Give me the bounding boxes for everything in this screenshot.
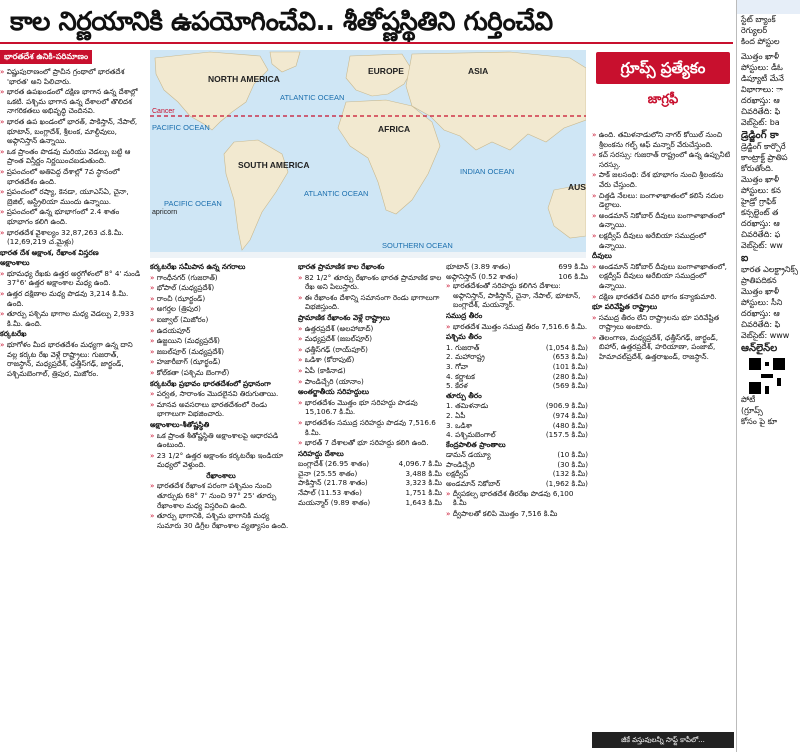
sidebar-text: డ్రెడ్జింగ్ కార్పొరే [741,142,786,151]
list-item: » భారతదేశంతో సరిహద్దు కలిగిన దేశాలు: అఫ్గానిస్తాన్, పాకిస్తాన్, చైనా, నేపాల్, భూటాన్, బంగ్లాదేశ్, మయన్మార్. [446,281,588,310]
paragraph: » భారత ఉప ఖండంలో భారత్, పాకిస్తాన్, నేపాల్, భూటాన్, బంగ్లాదేశ్, శ్రీలంక, మాల్దీవులు, అఫ్గానిస్తాన్ ఉన్నాయి. [0,117,142,146]
paragraph: » భారత ఉపఖండంలో దక్షిణ భాగాన ఉన్న దేశాల్లో ఒకటి. పశ్చిమ భాగాన ఉన్న దేశాలలో తొలిదశ నాగరికతలు అభివృద్ధి చెందినవి. [0,87,142,116]
subheading: రేఖాంశాలు [206,470,236,480]
table-cell-value: 3,323 కి.మీ [405,478,442,488]
cancer-label: Cancer [152,108,175,115]
table-row [298,498,442,508]
article-column-5 [592,130,734,752]
list-item: » జబల్‌పూర్ (మధ్యప్రదేశ్) [150,347,292,357]
table-row [446,372,588,382]
sidebar-heading: ఆన్‌లైన్‌ల [741,343,778,354]
list-item: » ఛత్తీస్‌గఢ్ (రాయ్‌పూర్) [298,345,442,355]
section-heading: భారతదేశ ఉనికి-పరిమాణం [0,50,92,64]
sidebar-bullet: దరఖాస్తు: ఆ [741,309,780,318]
list-item: » భారతదేశం సముద్ర సరిహద్దు పొడవు 7,516.6 కి.మీ. [298,418,442,437]
table-row [446,421,588,431]
table-row [446,460,588,470]
table-row [446,401,588,411]
sidebar-bullet: చివరితేది: ఫ [741,230,781,239]
list-item: » తెలంగాణ, మధ్యప్రదేశ్, ఛత్తీస్‌గఢ్, జార్ఖండ్, బిహార్, ఉత్తరప్రదేశ్, హరియాణా, పంజాబ్, హిమాచల్‌ప్రదేశ్, ఉత్తరాఖండ్, రాజస్థాన్. [592,333,734,362]
list-item: » ఒడిశా (కోరాపుట్) [298,355,442,365]
table-cell-name: 4. కర్ణాటక [446,371,475,381]
list-item: » ఈ రేఖాంశం దేశాన్ని సమానంగా రెండు భాగాలుగా విభజిస్తుంది. [298,293,442,312]
list-item: » మానవ అవసరాలు భారతదేశంలో రెండు భాగాలుగా విభజించారు. [150,400,292,419]
table-cell-value: 4,096.7 కి.మీ [398,459,442,469]
subheading: అక్షాంశాలు [0,258,30,268]
table-cell-value: (1,962 కి.మీ) [545,479,588,489]
table-cell-value: 1,751 కి.మీ [405,488,442,498]
north-america-label: NORTH AMERICA [208,74,280,84]
table-cell-name: లక్షద్వీప్ [446,469,469,479]
subheading: పశ్చిమ తీరం [446,332,482,342]
sidebar-text: రెగ్యులర్ [741,26,768,35]
table-row [446,272,588,282]
list-item: » భారతదేశ మొత్తం సముద్ర తీరం 7,516.6 కి.మీ. [446,322,588,332]
pacific-ocean-south-label: PACIFIC OCEAN [164,199,222,208]
east-coast-table [446,401,588,439]
table-row [446,450,588,460]
table-cell-value: (280 కి.మీ) [552,371,588,381]
table-row [446,479,588,489]
table-cell-value: (157.5 కి.మీ) [545,430,588,440]
paragraph: » విష్ణుపురాణంలో ప్రాచీన గ్రంథాలో భారతదేశ 'భారత' అని పిలిచారు. [0,67,142,86]
union-territories-table [446,450,588,488]
table-cell-name: 2. మహారాష్ట్ర [446,352,485,362]
sidebar-bullet: మొత్తం ఖాళీ [741,175,780,184]
sidebar-bullet: హైడ్రో గ్రాఫిక్ [741,197,777,206]
list-item: » అగర్తల (త్రిపుర) [150,304,292,314]
table-cell-value: (974 కి.మీ) [552,410,588,420]
sidebar-heading: డ్రెడ్జింగ్ కా [741,130,779,141]
paragraph: » ప్రపంచంలో ఉన్న భూభాగంలో 2.4 శాతం భూభాగం కలిగి ఉంది. [0,207,142,226]
subheading: సరిహద్దు దేశాలు [298,448,344,458]
list-item: » అండమాన్ నికోబార్ దీవులు బంగాళాఖాతంలో, లక్షద్వీప్ దీవులు అరేబియా సముద్రంలో ఉన్నాయి. [592,262,734,291]
subheading: దీవులు [592,251,612,261]
table-row [298,459,442,469]
table-cell-value: 106 కి.మీ [558,271,588,281]
subheading: కర్కటరేఖ ప్రభావం భారతదేశంలో ప్రధానంగా [150,378,271,388]
table-cell-value: (10 కి.మీ) [557,450,588,460]
table-row [446,362,588,372]
article-column-2 [150,262,292,752]
subheading: భూ పరివేష్టిత రాష్ట్రాలు [592,302,658,312]
qr-code-icon[interactable] [749,358,785,394]
sidebar-bullet: వెబ్‌సైట్: www [741,331,790,340]
south-america-label: SOUTH AMERICA [238,160,310,170]
list-item: » రాంచీ (ఝార్ఖండ్) [150,294,292,304]
list-item: » ఉంది. తమిళనాడులోని నాగర్ కోయిల్ నుంచి శ్రీలంకను గల్ఫ్ ఆఫ్ మన్నార్ వేరుచేస్తుంది. [592,130,734,149]
paragraph: » భూగోళం మీద భారతదేశం మధ్యగా ఉన్న దాని వల్ల కర్కట రేఖ వెళ్లే రాష్ట్రాలు: గుజరాత్, రాజస్థాన్, మధ్యప్రదేశ్, ఛత్తీస్‌గఢ్, జార్ఖండ్, పశ్చిమబెంగాల్, త్రిపుర, మిజోరం. [0,340,142,378]
sidebar-text: పోటీ [741,395,756,404]
table-cell-name: చైనా (25.55 శాతం) [298,468,358,478]
world-map [150,50,586,258]
sidebar-text: కింద పోస్టుల [741,37,780,46]
west-coast-table [446,343,588,391]
paragraph: » తూర్పు పశ్చిమ భాగాల మధ్య వెడల్పు 2,933 కి.మీ. ఉంది. [0,309,142,328]
list-item: » ఉజ్జయిని (మధ్యప్రదేశ్) [150,336,292,346]
groups-special-banner: గ్రూప్స్ ప్రత్యేకం [596,52,730,84]
table-row [446,352,588,362]
sidebar-text: ప్రాతిపదికన [741,276,777,285]
sidebar-bullet: కన్సల్టెంట్ త [741,208,779,217]
article-column-1 [0,48,142,752]
list-item: » మధ్యప్రదేశ్ (జబల్‌పూర్) [298,334,442,344]
southern-ocean-label: SOUTHERN OCEAN [382,241,453,250]
antarctica-landmass [150,252,586,258]
paragraph: » ప్రపంచంలో అతిపెద్ద దేశాల్లో 7వ స్థానంలో భారతదేశం ఉంది. [0,167,142,186]
list-item: » కోల్‌కతా (పశ్చిమ బెంగాల్) [150,368,292,378]
sidebar-bullet: పోస్టులు: కన [741,186,781,195]
table-cell-value: 699 కి.మీ [558,262,588,271]
table-cell-name: 2. ఏపీ [446,410,466,420]
table-cell-name: డామన్ డయ్యూ [446,450,491,460]
list-item: » భారతదేశ రేఖాంశ పరంగా పశ్చిమం నుంచి తూర్పుకు 68° 7' నుంచి 97° 25' తూర్పు రేఖాంశాల మధ్య విస్తరించి ఉంది. [150,481,292,510]
sidebar-text: కోరుతోంది. [741,164,774,173]
sidebar-text: కోసం పై కూ [741,417,778,426]
table-cell-value: 1,643 కి.మీ [405,497,442,507]
atlantic-ocean-north-label: ATLANTIC OCEAN [280,93,345,102]
list-item: » దక్షిణ భారతదేశ చివరి భాగం కన్యాకుమారి. [592,292,734,302]
paragraph: » ఉత్తర దక్షిణాల మధ్య పొడవు 3,214 కి.మీ. ఉంది. [0,289,142,308]
table-cell-value: (653 కి.మీ) [552,352,588,362]
list-item: » భారత్ 7 దేశాలతో భూ సరిహద్దు కలిగి ఉంది. [298,438,442,448]
border-table [298,459,442,507]
sidebar-bullet: దరఖాస్తు: ఆ [741,96,780,105]
right-sidebar [736,0,800,752]
subheading: కేంద్రపాలిత ప్రాంతాలు [446,439,506,449]
table-cell-name: 4. పశ్చిమబెంగాల్ [446,430,496,440]
sidebar-bullet: దరఖాస్తు: ఆ [741,219,780,228]
subheading: భారత దేశ అక్షాంశ, రేఖాంశ విస్తరణ [0,247,99,257]
list-item: » ఉదయపూర్ [150,326,292,336]
list-item: » పర్వత, సారాంశం మొదలైనవి తిరుగుతాయి. [150,389,292,399]
sidebar-bullet: చివరితేది: ఫి [741,320,781,329]
indian-ocean-label: INDIAN OCEAN [460,167,515,176]
sidebar-bullet: వెబ్‌సైట్: ba [741,118,780,127]
table-row [446,262,588,272]
table-cell-name: అఫ్గానిస్తాన్ (0.52 శాతం) [446,271,518,281]
table-cell-name: 1. గుజరాత్ [446,342,480,352]
article-column-4 [446,262,588,752]
table-cell-name: పాకిస్తాన్ (21.78 శాతం) [298,478,368,488]
table-cell-value: (569 కి.మీ) [552,381,588,391]
table-cell-name: మయన్మార్ (9.89 శాతం) [298,497,371,507]
list-item: » ఏపీ (కాకినాడ) [298,366,442,376]
list-item: » భోపాల్ (మధ్యప్రదేశ్) [150,283,292,293]
table-row [446,430,588,440]
table-cell-value: (132 కి.మీ) [552,469,588,479]
table-cell-name: 5. కేరళ [446,381,468,391]
list-item: » ఐజ్వాల్ (మిజోరం) [150,315,292,325]
list-item: » హజారీబాగ్ (ఝార్ఖండ్) [150,357,292,367]
subheading: కర్కటరేఖ [0,329,27,339]
list-item: » పాక్ జలసంధి: దేశ భూభాగం నుంచి శ్రీలంకను వేరు చేస్తుంది. [592,170,734,189]
table-row [446,411,588,421]
table-row [298,478,442,488]
subheading: ప్రామాణిక రేఖాంశం వెళ్లే రాష్ట్రాలు [298,312,390,322]
sidebar-heading: ఐ [741,253,749,264]
list-item: » అండమాన్ నికోబార్ దీవులు బంగాళాఖాతంలో ఉన్నాయి. [592,211,734,230]
sidebar-bullet: మొత్తం ఖాళీ [741,287,780,296]
footer-strip: జీకే వస్తువులన్నీ సాఫ్ట్ కాపీలో... [592,732,734,748]
sidebar-bullet: చివరితేది: ఫి [741,107,781,116]
list-item: » చిత్తడి నేలలు: బంగాళాఖాతంలో కలిసే నదుల డెల్టాలు. [592,191,734,210]
sidebar-bullet: డిప్యూటీ మేనే [741,74,784,83]
table-cell-name: నేపాల్ (11.53 శాతం) [298,488,362,498]
sidebar-bullet: వెబ్‌సైట్: ww [741,241,783,250]
list-item: » ఉత్తరప్రదేశ్ (అలహాబాద్) [298,324,442,334]
list-item: » 82 1/2° తూర్పు రేఖాంశం భారత ప్రామాణిక కాల రేఖ అని పిలుస్తారు. [298,273,442,292]
asia-label: ASIA [468,66,489,76]
table-row [298,488,442,498]
table-cell-name: 3. ఒడిశా [446,420,473,430]
sidebar-text: కాంట్రాక్ట్ ప్రాతిప [741,153,788,162]
subheading: సముద్ర తీరం [446,310,483,320]
subheading: భారత ప్రామాణిక కాల రేఖాంశం [298,262,385,271]
border-table-continued [446,262,588,281]
paragraph: » భూమధ్య రేఖకు ఉత్తర అర్ధగోళంలో 8° 4' నుండి 37°6' ఉత్తర అక్షాంశాల మధ్య ఉంది. [0,269,142,288]
article-column-3 [298,262,442,752]
sidebar-text: (గ్రూప్స్ [741,406,763,415]
subheading: తూర్పు తీరం [446,390,482,400]
africa-label: AFRICA [378,124,411,134]
table-cell-name: అండమాన్ నికోబార్ [446,479,501,489]
table-cell-value: 3,488 కి.మీ [405,468,442,478]
table-cell-value: (101 కి.మీ) [552,361,588,371]
list-item: » ద్వీపాలతో కలిపి మొత్తం 7,516 కి.మీ [446,509,588,519]
sidebar-bullet: విభాగాలు: ా [741,85,783,94]
paragraph: » ప్రపంచంలో రష్యా, కెనడా, యూఎస్ఏ, చైనా, బ్రెజిల్, ఆస్ట్రేలియా ముందు ఉన్నాయి. [0,187,142,206]
table-row [446,381,588,391]
pacific-ocean-north-label: PACIFIC OCEAN [152,123,210,132]
geography-subheading: జాగ్రఫీ [647,92,679,107]
europe-label: EUROPE [368,66,404,76]
table-row [298,469,442,479]
table-cell-value: (480 కి.మీ) [552,420,588,430]
table-cell-name: బంగ్లాదేశ్ (26.95 శాతం) [298,459,370,469]
table-row [446,343,588,353]
table-cell-value: (906.9 కి.మీ) [545,401,588,411]
list-item: » తూర్పు భాగానికి, పశ్చిమ భాగానికి మధ్య సుమారు 30 డిగ్రీల రేఖాంశాల వ్యత్యాసం ఉంది. [150,511,292,530]
table-cell-name: 3. గోవా [446,361,469,371]
subheading: అక్షాంశాలు-శీతోష్ణస్థితి [150,419,210,429]
list-item: » సముద్ర తీరం లేని రాష్ట్రాలను భూ పరివేష్టిత రాష్ట్రాలు అంటారు. [592,313,734,332]
table-row [446,469,588,479]
table-cell-value: (1,054 కి.మీ) [545,342,588,352]
subheading: అంతర్జాతీయ సరిహద్దులు [298,387,369,397]
list-item: » పాండిచ్చేరి (యానాం) [298,377,442,387]
paragraph: » ఒక ప్రాంతం పొడవు మరియు వెడల్పు బట్టి ఆ ప్రాంత విస్తీర్ణం నిర్ణయించబడుతుంది. [0,147,142,166]
list-item: » లక్షద్వీప్ దీవులు అరేబియా సముద్రంలో ఉన్నాయి. [592,231,734,250]
table-cell-name: పాండిచ్చేరి [446,459,475,469]
atlantic-ocean-south-label: ATLANTIC OCEAN [304,189,369,198]
paragraph: » భారతదేశ వైశాల్యం 32,87,263 చ.కి.మీ. (12,69,219 చ.మైళ్లు) [0,228,142,247]
capricorn-label: apricorn [152,209,178,216]
headline: కాల నిర్ణయానికి ఉపయోగించేవి.. శీతోష్ణస్థితిని గుర్తించేవి [0,0,733,44]
subheading: కర్కటరేఖ సమీపాన ఉన్న నగరాలు [150,262,246,271]
table-cell-name: 1. తమిళనాడు [446,401,489,411]
sidebar-logo [737,0,800,14]
sidebar-bullet: పోస్టులు: సీని [741,298,783,307]
list-item: » ఒక ప్రాంత శీతోష్ణస్థితి అక్షాంశాలపై ఆధారపడి ఉంటుంది. [150,431,292,450]
list-item: » ద్వీపకల్ప భారతదేశ తీరరేఖ పొడవు 6,100 కి.మీ [446,489,588,508]
australia-label: AUS [568,182,586,192]
table-cell-name: భూటాన్ (3.89 శాతం) [446,262,511,271]
table-cell-value: (30 కి.మీ) [557,459,588,469]
list-item: » గాంధీనగర్ (గుజరాత్) [150,273,292,283]
sidebar-text: స్టేట్ బ్యాంక్ [741,15,776,24]
sidebar-text: భారత ఎలక్ట్రానిక్స్ [741,265,798,274]
list-item: » 23 1/2° ఉత్తర అక్షాంశం కర్కటరేఖ ఇండియా మధ్యలో వెళ్తుంది. [150,451,292,470]
list-item: » భారతదేశం మొత్తం భూ సరిహద్దు పొడవు 15,106.7 కి.మీ. [298,398,442,417]
sidebar-bullet: పోస్టులు: డీఓ [741,63,783,72]
sidebar-bullet: మొత్తం ఖాళీ [741,52,780,61]
list-item: » కచ్ సరస్సు: గుజరాత్ రాష్ట్రంలో ఉన్న ఉప్పునీటి సరస్సు. [592,150,734,169]
